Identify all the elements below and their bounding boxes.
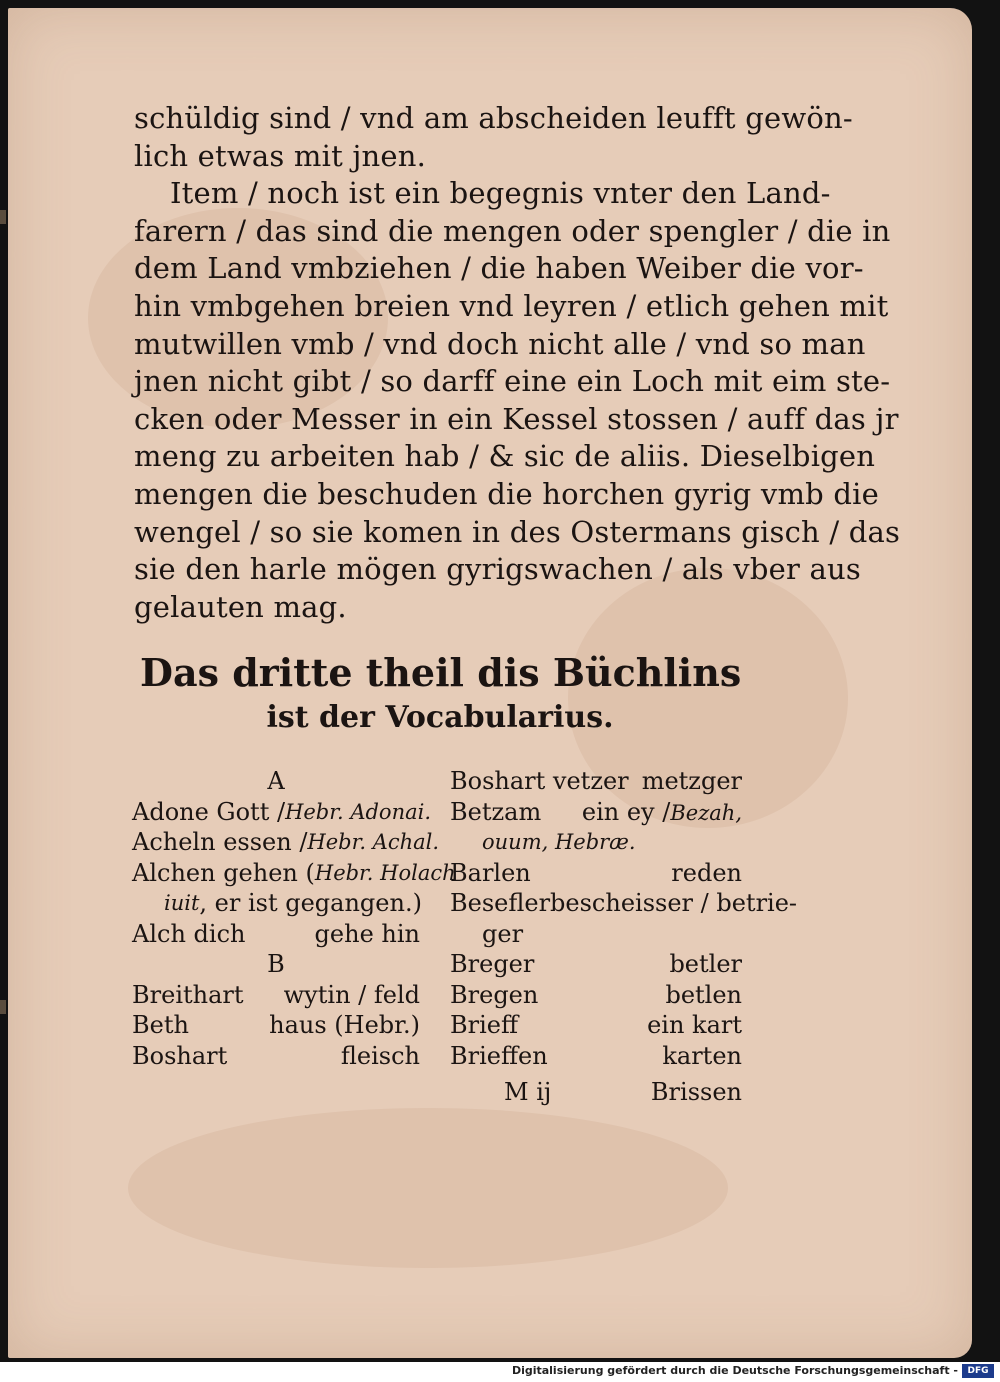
text-line: schüldig sind / vnd am abscheiden leufft gewön- <box>134 101 853 135</box>
vocabulary-column-left <box>132 766 456 1071</box>
heading-line-1: Das dritte theil dis Büchlins <box>140 650 742 695</box>
footer-credit: Digitalisierung gefördert durch die Deutsche Forschungsgemeinschaft - <box>511 1364 958 1377</box>
vocab-entry: Besefler bescheisser / betrie- <box>450 889 798 917</box>
text-line: cken oder Messer in ein Kessel stossen / auff das jr <box>134 401 899 436</box>
vocab-entry: Alch dich gehe hin <box>132 919 420 948</box>
heading-line-2: ist der Vocabularius. <box>266 700 614 735</box>
footer-bar <box>0 1362 1000 1382</box>
vocab-entry: Boshart fleisch <box>132 1041 420 1070</box>
text-line: farern / das sind die mengen oder spengler / die in <box>134 213 891 248</box>
vocab-entry: Brieffen karten <box>450 1041 742 1070</box>
vocabulary-column-right <box>450 766 798 1071</box>
vocab-entry: Bregen betlen <box>450 980 742 1009</box>
vocab-entry: Acheln essen / Hebr. Achal. <box>132 828 440 856</box>
vocab-entry: ger <box>482 919 524 948</box>
signature-line <box>450 1078 742 1106</box>
vocab-entry: ouum, Hebræ. <box>482 830 636 854</box>
vocab-entry: Brieff ein kart <box>450 1011 742 1039</box>
text-line: hin vmbgehen breien vnd leyren / etlich gehen mit <box>134 288 889 323</box>
vocab-entry: Adone Gott / Hebr. Adonai. <box>132 797 432 826</box>
text-line: mutwillen vmb / vnd doch nicht alle / vnd so man <box>134 326 866 361</box>
text-line: gelauten mag. <box>134 589 347 624</box>
text-line: jnen nicht gibt / so darff eine ein Loch mit eim ste- <box>134 364 891 399</box>
vocab-entry: Alchen gehen ( Hebr. Holach <box>132 858 456 887</box>
edge-mark <box>0 1000 6 1014</box>
letter-heading-b: B <box>267 950 285 978</box>
catchword: Brissen <box>650 1078 742 1106</box>
text-line: lich etwas mit jnen. <box>134 138 427 173</box>
dfg-logo-icon: DFG <box>962 1364 994 1378</box>
vocab-entry: Breger betler <box>450 950 742 978</box>
text-line: sie den harle mögen gyrigswachen / als vber aus <box>134 552 861 587</box>
text-line: meng zu arbeiten hab / & sic de aliis. Dieselbigen <box>134 439 876 474</box>
section-heading <box>140 650 740 738</box>
vocab-entry: Betzam ein ey /Bezah, <box>450 797 742 826</box>
edge-mark <box>0 210 6 224</box>
letter-heading-a: A <box>267 767 285 795</box>
vocab-entry: Breithart wytin / feld <box>132 980 420 1009</box>
text-line: dem Land vmbziehen / die haben Weiber die vor- <box>134 251 864 286</box>
signature-mark: M ij <box>504 1078 552 1106</box>
vocab-entry: Beth haus (Hebr.) <box>132 1011 420 1039</box>
paper-stain <box>128 1108 728 1268</box>
text-line: Item / noch ist ein begegnis vnter den Land- <box>170 176 831 211</box>
vocab-entry: Barlen reden <box>450 858 742 887</box>
text-line: wengel / so sie komen in des Ostermans gisch / das <box>134 514 901 549</box>
vocab-entry: iuit , er ist gegangen.) <box>164 889 422 917</box>
text-line: mengen die beschuden die horchen gyrig vmb die <box>134 476 879 511</box>
vocab-entry: Boshart vetzer metzger <box>450 767 742 795</box>
body-text <box>134 100 901 626</box>
